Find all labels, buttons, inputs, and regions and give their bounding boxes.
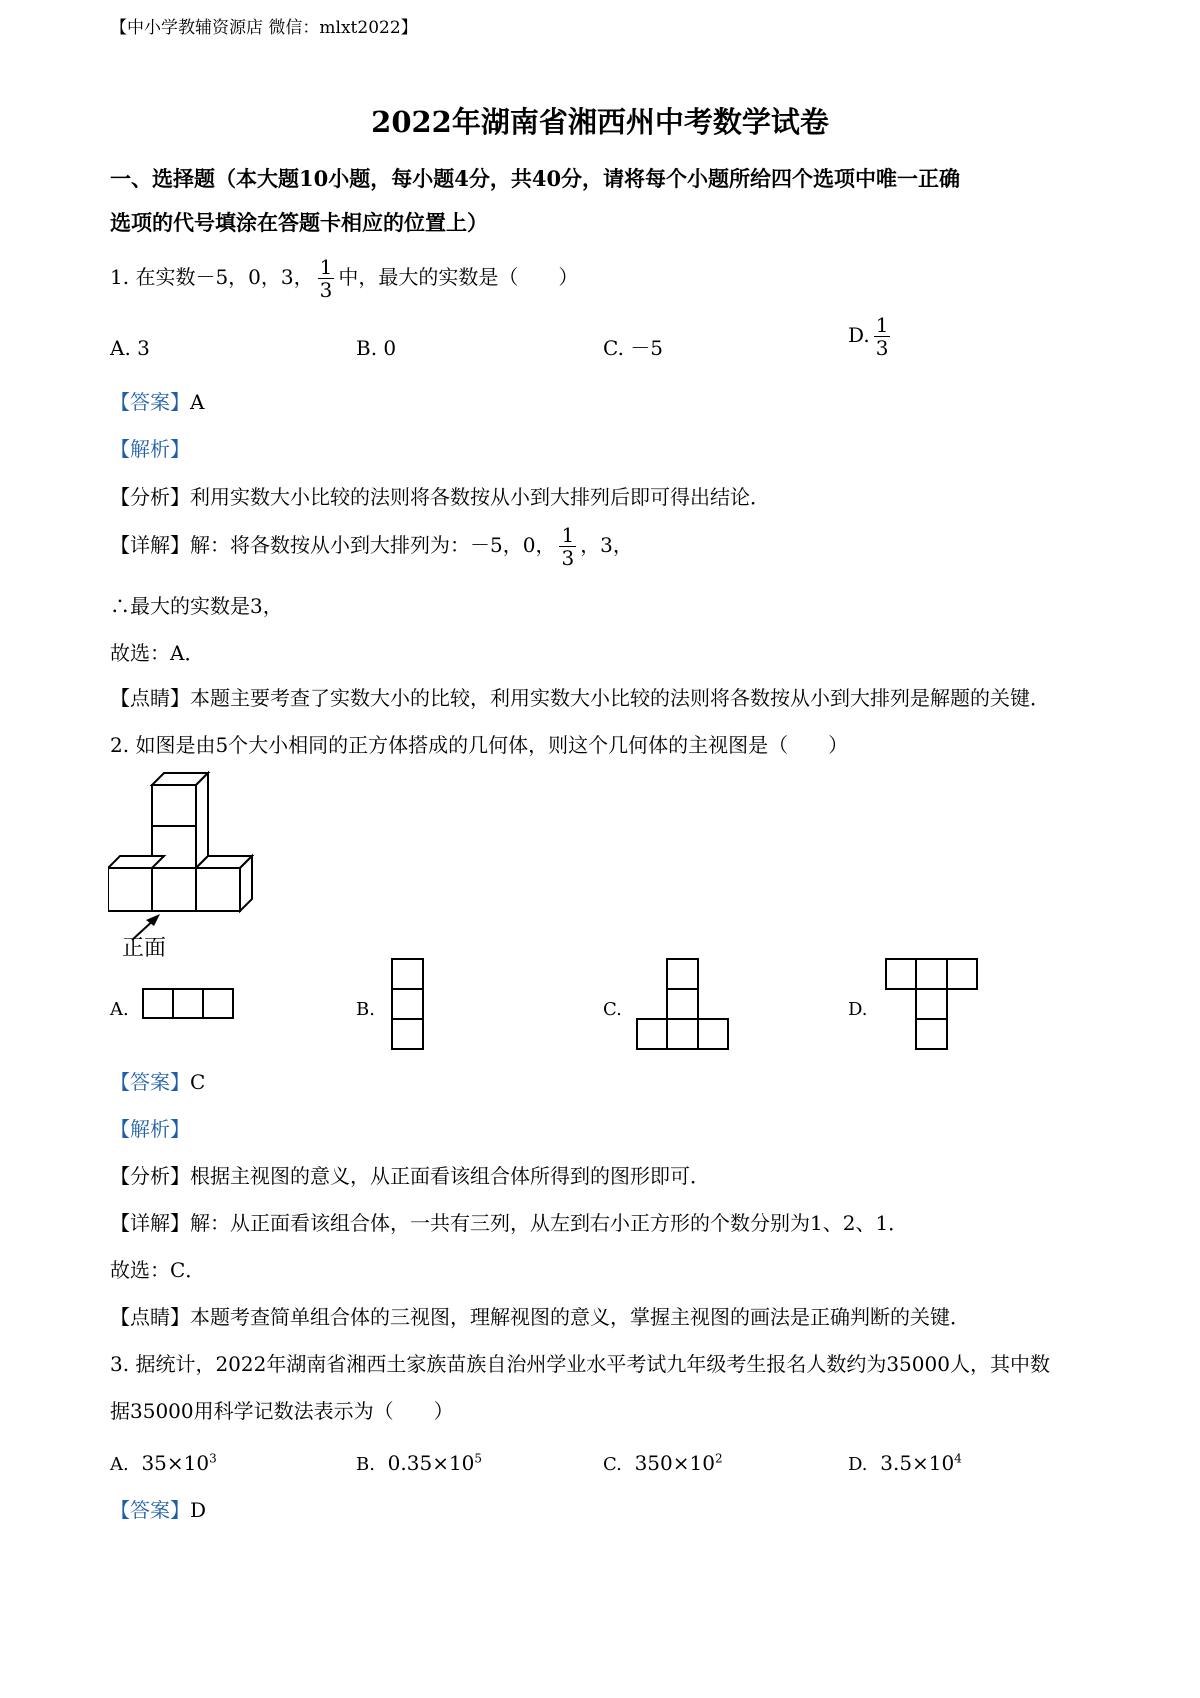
q2-option-b-figure [391, 958, 425, 1050]
cube-stack [108, 773, 252, 911]
q1-option-c: C. －5 [603, 336, 664, 360]
q3-option-a-label: A. [110, 1454, 129, 1475]
watermark-text: 【中小学教辅资源店 微信：mlxt2022】 [110, 18, 418, 38]
q2-cube-figure [108, 768, 268, 944]
xiangjie-num: 1 [561, 523, 575, 547]
q2-analysis-tag: 【解析】 [110, 1117, 190, 1141]
answer-value: D [190, 1498, 207, 1522]
answer-value: C [190, 1070, 206, 1094]
dianjing-tag: 【点睛】 [110, 1305, 190, 1329]
fenxi-tag: 【分析】 [110, 1164, 190, 1188]
q1-therefore: ∴最大的实数是3， [110, 594, 283, 618]
dianjing-text: 本题考查简单组合体的三视图，理解视图的意义，掌握主视图的画法是正确判断的关键． [190, 1305, 970, 1329]
q1-stem-b: 中，最大的实数是（ ） [338, 265, 579, 289]
q3-stem-line2: 据35000用科学记数法表示为（ ） [110, 1399, 454, 1423]
q3-option-b-exp: 5 [474, 1451, 483, 1466]
q1-d-num: 1 [875, 313, 889, 337]
q2-stem: 2. 如图是由5个大小相同的正方体搭成的几何体，则这个几何体的主视图是（ ） [110, 733, 849, 757]
answer-tag: 【答案】 [110, 390, 190, 414]
fenxi-text: 利用实数大小比较的法则将各数按从小到大排列后即可得出结论． [190, 485, 770, 509]
xiangjie-tag: 【详解】 [110, 1211, 190, 1235]
q2-answer [110, 1068, 205, 1096]
xiangjie-fraction [559, 524, 576, 569]
q3-option-d [848, 1449, 962, 1479]
answer-tag: 【答案】 [110, 1070, 190, 1094]
q3-option-b-base: 0.35×10 [387, 1451, 475, 1475]
q1-option-d [848, 314, 894, 359]
q3-option-b [356, 1449, 482, 1479]
q3-option-b-label: B. [356, 1454, 375, 1475]
answer-tag: 【答案】 [110, 1498, 190, 1522]
q1-option-a: A. 3 [110, 336, 150, 360]
q3-option-c-exp: 2 [714, 1451, 723, 1466]
q2-option-a-label: A. [110, 999, 129, 1020]
section-heading-line2: 选项的代号填涂在答题卡相应的位置上） [110, 210, 488, 235]
q1-guxuan: 故选：A． [110, 641, 205, 665]
answer-value: A [190, 390, 205, 414]
q3-option-c [603, 1449, 723, 1479]
q1-option-d-label: D. [848, 323, 870, 347]
q2-option-d-figure [885, 958, 979, 1050]
q3-option-d-label: D. [848, 1454, 868, 1475]
section-heading-line1: 一、选择题（本大题10小题，每小题4分，共40分，请将每个小题所给四个选项中唯一正确 [110, 166, 961, 191]
q3-option-d-exp: 4 [954, 1451, 962, 1466]
dianjing-text: 本题主要考查了实数大小的比较，利用实数大小比较的法则将各数按从小到大排列是解题的关键． [190, 686, 1050, 710]
q1-fraction [318, 256, 335, 301]
q3-option-c-base: 350×10 [634, 1451, 715, 1475]
q2-option-d-label: D. [848, 999, 868, 1020]
fenxi-text: 根据主视图的意义，从正面看该组合体所得到的图形即可． [190, 1164, 710, 1188]
dianjing-tag: 【点睛】 [110, 686, 190, 710]
q3-option-a [110, 1449, 217, 1479]
xiangjie-den: 3 [561, 546, 575, 570]
page-title: 2022年湖南省湘西州中考数学试卷 [371, 105, 829, 139]
q3-option-a-exp: 3 [209, 1451, 217, 1466]
q1-answer [110, 388, 204, 416]
q1-stem-a: 1. 在实数－5，0，3， [110, 265, 314, 289]
q3-option-d-base: 3.5×10 [880, 1451, 955, 1475]
q1-option-d-fraction [874, 314, 891, 359]
q2-option-b-label: B. [356, 999, 375, 1020]
xiangjie-text: 解：从正面看该组合体，一共有三列，从左到右小正方形的个数分别为1、2、1． [190, 1211, 909, 1235]
q1-fenxi [110, 483, 770, 511]
xiangjie-tag: 【详解】 [110, 533, 190, 557]
q1-d-den: 3 [875, 336, 889, 360]
q1-analysis-tag: 【解析】 [110, 437, 190, 461]
q1-frac-den: 3 [319, 278, 333, 302]
q2-guxuan: 故选：C． [110, 1258, 206, 1282]
xiangjie-text-a: 解：将各数按从小到大排列为：－5，0， [190, 533, 556, 557]
q3-answer [110, 1496, 206, 1524]
q3-option-c-label: C. [603, 1454, 622, 1475]
q3-option-a-base: 35×10 [141, 1451, 210, 1475]
q2-fenxi [110, 1162, 710, 1190]
q1-option-b: B. 0 [356, 336, 397, 360]
q2-option-a-figure [142, 988, 234, 1020]
xiangjie-text-b: ，3， [580, 533, 633, 557]
q2-xiangjie [110, 1209, 908, 1237]
q2-option-c-label: C. [603, 999, 622, 1020]
q1-frac-num: 1 [319, 255, 333, 279]
q1-dianjing [110, 684, 1050, 712]
q1-xiangjie [110, 524, 633, 569]
front-label: 正面 [122, 936, 167, 961]
fenxi-tag: 【分析】 [110, 485, 190, 509]
q2-option-c-figure [636, 958, 730, 1050]
q2-dianjing [110, 1303, 970, 1331]
q1-stem [110, 256, 578, 301]
q3-stem-line1: 3. 据统计，2022年湖南省湘西土家族苗族自治州学业水平考试九年级考生报名人数约为35000人，其中数 [110, 1352, 1050, 1376]
